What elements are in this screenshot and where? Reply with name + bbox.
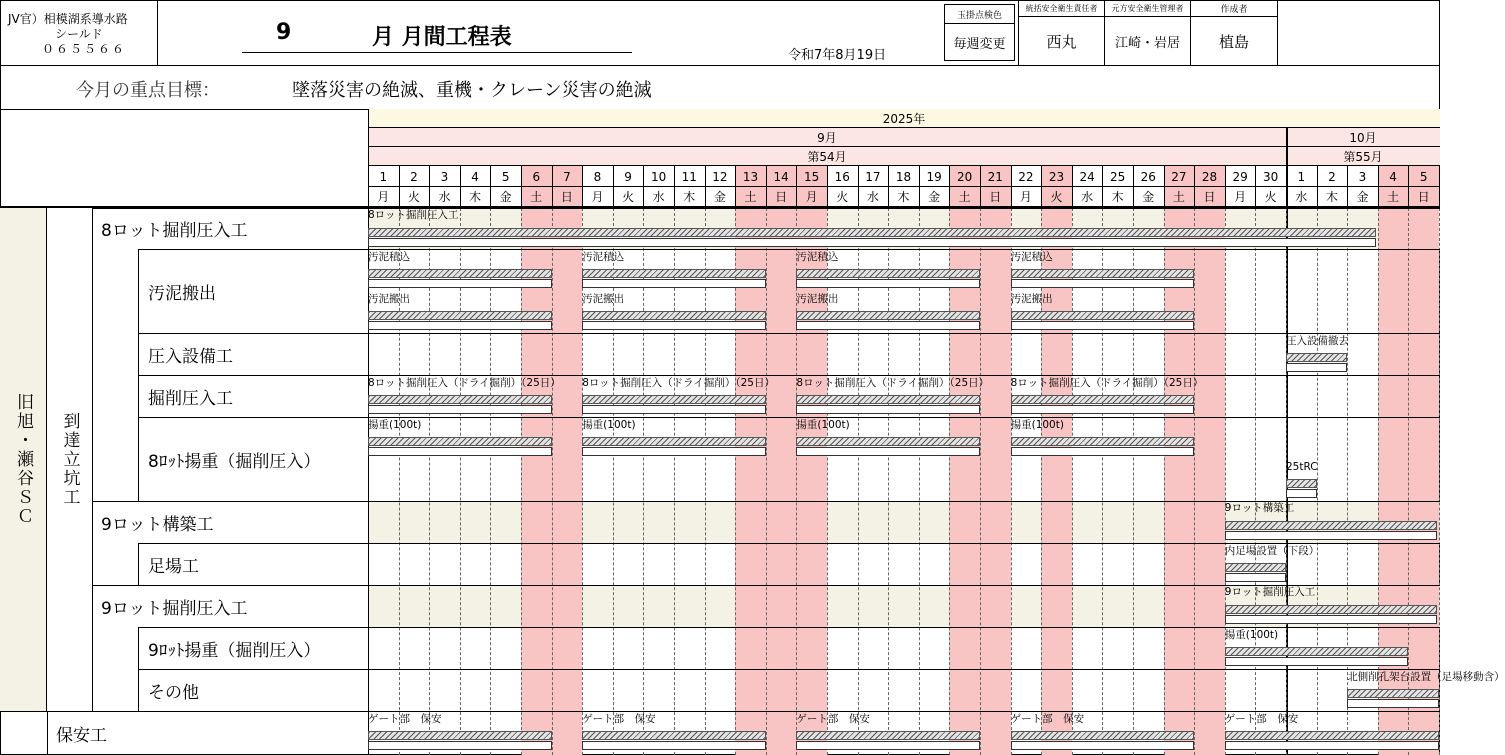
task-bar-hatched [796, 731, 980, 740]
day-weekday: 木 [1325, 189, 1338, 204]
row-label: 8ﾛｯﾄ揚重（掘削圧入） [148, 451, 321, 472]
day-line-head [1133, 166, 1134, 206]
manager-label: 元方安全衛生管理者 [1104, 1, 1191, 17]
day-weekday: 火 [1264, 189, 1277, 204]
day-number: 7 [563, 169, 571, 184]
day-line-body [552, 208, 553, 755]
day-line-head [949, 166, 950, 206]
day-line-head [1164, 166, 1165, 206]
day-number: 13 [742, 169, 759, 184]
day-line-head [735, 166, 736, 206]
task-bar-hatched [796, 437, 980, 446]
task-label: 8ロット掘削圧入（ドライ掘削）（25日） [1010, 377, 1204, 389]
day-number: 16 [834, 169, 850, 184]
day-line-body [827, 208, 828, 755]
author-value: 植島 [1218, 32, 1249, 51]
day-weekday: 土 [530, 189, 543, 204]
task-bar-plain [1011, 321, 1195, 330]
task-label: 北側削孔架台設置（足場移動含） [1347, 671, 1505, 683]
day-weekday: 月 [591, 189, 604, 204]
day-line-head [705, 166, 706, 206]
day-number: 21 [987, 169, 1003, 184]
task-label: 汚泥積込 [368, 251, 410, 263]
day-number: 4 [471, 169, 479, 184]
task-label: 汚泥搬出 [582, 293, 625, 305]
row-line [138, 249, 1440, 250]
day-number: 17 [865, 169, 881, 184]
holiday-column [949, 166, 980, 755]
week-label-55: 第55月 [1343, 150, 1383, 164]
task-label: 8ロット掘削圧入（ドライ掘削）（25日） [582, 377, 775, 389]
row-line [138, 375, 1440, 376]
day-number: 15 [804, 169, 820, 184]
manager-value: 江崎・岩居 [1114, 35, 1180, 51]
day-weekday: 金 [1142, 189, 1155, 204]
task-bar-plain [1286, 489, 1317, 498]
day-weekday: 日 [1203, 189, 1216, 204]
task-label: 汚泥積込 [1010, 251, 1053, 263]
task-bar-plain [582, 279, 766, 288]
day-line-head [1011, 166, 1012, 206]
task-label: 汚泥積込 [582, 251, 625, 263]
task-bar-plain [796, 405, 980, 414]
day-weekday: 木 [469, 189, 482, 204]
row-label: 圧入設備工 [148, 346, 233, 367]
day-line-head [1255, 166, 1256, 206]
site-label: 旧旭・瀬谷ＳＣ [13, 393, 33, 526]
task-bar-hatched [1011, 269, 1195, 278]
day-line-head [858, 166, 859, 206]
task-bar-hatched [582, 731, 766, 740]
task-bar-plain [1011, 405, 1195, 414]
day-line-head [1102, 166, 1103, 206]
month-label-sep: 9月 [817, 131, 837, 145]
day-weekday: 火 [1050, 189, 1063, 204]
day-line-body [643, 208, 644, 755]
day-line-body [674, 208, 675, 755]
day-line-head [796, 166, 797, 206]
day-number: 11 [681, 169, 697, 184]
day-line-body [1102, 208, 1103, 755]
day-weekday: 水 [1081, 189, 1094, 204]
day-line-body [1072, 208, 1073, 755]
month-label-oct: 10月 [1349, 131, 1377, 145]
day-number: 3 [1358, 169, 1367, 184]
task-bar-plain [582, 405, 766, 414]
day-line-head [490, 166, 491, 206]
day-number: 9 [624, 169, 632, 184]
task-bar-hatched [368, 731, 552, 740]
task-bar-plain [368, 447, 552, 456]
row-line [138, 417, 1440, 418]
document-date: 令和7年8月19日 [788, 48, 887, 63]
task-bar-hatched [1347, 689, 1439, 698]
day-line-head [552, 166, 553, 206]
day-line-body [613, 208, 614, 755]
day-line-head [766, 166, 767, 206]
task-bar-hatched [796, 269, 980, 278]
site-left-strip [47, 711, 48, 755]
task-bar-plain [1286, 363, 1347, 372]
task-bar-hatched [582, 437, 766, 446]
day-line-body [582, 208, 583, 755]
task-bar-plain [1011, 447, 1195, 456]
day-weekday: 木 [1111, 189, 1124, 204]
task-label: 汚泥搬出 [1010, 293, 1053, 305]
day-line-body [1164, 208, 1165, 755]
row-label: 掘削圧入工 [148, 388, 233, 409]
task-bar-hatched [582, 269, 766, 278]
task-bar-hatched [1011, 731, 1195, 740]
task-bar-plain [1225, 531, 1437, 540]
task-bar-plain [582, 741, 766, 750]
day-line-head [1041, 166, 1042, 206]
day-weekday: 水 [652, 189, 665, 204]
task-bar-hatched [1225, 563, 1286, 572]
day-number: 18 [895, 169, 912, 184]
day-number: 19 [926, 169, 942, 184]
day-weekday: 金 [928, 189, 941, 204]
day-line-head [613, 166, 614, 206]
day-number: 14 [773, 169, 789, 184]
day-line-body [1011, 208, 1012, 755]
task-bar-plain [368, 405, 552, 414]
holiday-column [980, 166, 1011, 755]
holiday-column [1194, 166, 1225, 755]
task-label: 8ロット掘削圧入（ドライ掘削）（25日） [796, 377, 990, 389]
day-line-body [1133, 208, 1134, 755]
day-line-body [1225, 208, 1226, 755]
row-line [138, 333, 1440, 334]
day-line-body [796, 208, 797, 755]
task-label: 揚重(100t) [1010, 419, 1064, 431]
month-number: 9 [276, 20, 292, 45]
day-line-head [1072, 166, 1073, 206]
task-bar-hatched [368, 228, 1376, 237]
day-line-body [888, 208, 889, 755]
task-bar-hatched [1011, 395, 1195, 404]
org-line1: JV官）相模湖系導水路 [8, 12, 128, 26]
day-line-body [735, 208, 736, 755]
org-line3: ０６５５６６ [42, 42, 127, 56]
row-label: 9ロット構築工 [101, 514, 214, 535]
holiday-column [735, 166, 766, 755]
goal-text: 墜落災害の絶滅、重機・クレーン災害の絶滅 [292, 80, 652, 101]
day-line-body [949, 208, 950, 755]
task-label: 圧入設備撤去 [1286, 335, 1349, 347]
task-bar-plain [368, 321, 552, 330]
day-line-head [460, 166, 461, 206]
task-bar-plain [796, 741, 980, 750]
holiday-column [1378, 166, 1409, 755]
day-number: 5 [1419, 169, 1428, 184]
color-value: 毎週変更 [953, 36, 1006, 52]
day-number: 28 [1201, 169, 1218, 184]
row-line [93, 208, 1440, 209]
row-line [0, 711, 1440, 712]
task-label: 汚泥搬出 [796, 293, 839, 305]
task-bar-hatched [368, 395, 552, 404]
day-number: 24 [1079, 169, 1095, 184]
day-line-body [1255, 208, 1256, 755]
row-label: 保安工 [56, 725, 107, 746]
org-line2: シールド [55, 27, 103, 41]
task-label: 8ロット掘削圧入工 [368, 209, 459, 221]
day-number: 2 [1328, 169, 1336, 184]
day-line-head [1317, 166, 1318, 206]
task-label: ゲート部 保安 [582, 713, 656, 725]
day-weekday: 日 [989, 189, 1002, 204]
task-label: 汚泥搬出 [368, 293, 410, 305]
day-number: 27 [1171, 169, 1187, 184]
row-label: 汚泥搬出 [148, 283, 216, 304]
task-label: 揚重(100t) [368, 419, 422, 431]
holiday-column [1408, 166, 1439, 755]
task-bar-hatched [1011, 437, 1195, 446]
day-line-head [1408, 166, 1409, 206]
day-line-body [460, 208, 461, 755]
task-label: ゲート部 保安 [1224, 713, 1299, 725]
day-line-head [1225, 166, 1226, 206]
day-weekday: 土 [744, 189, 757, 204]
task-bar-hatched [796, 395, 980, 404]
task-bar-plain [796, 447, 980, 456]
day-line-head [827, 166, 828, 206]
day-line-head [521, 166, 522, 206]
col-sub-divider-3 [138, 627, 139, 711]
task-label: 9ロット掘削圧入工 [1224, 586, 1316, 598]
day-line-body [980, 208, 981, 755]
task-label: 揚重(100t) [796, 419, 850, 431]
day-weekday: 木 [897, 189, 910, 204]
day-number: 23 [1048, 169, 1065, 184]
task-label: 内足場設置（下段） [1224, 545, 1320, 557]
day-weekday: 月 [1234, 189, 1247, 204]
task-label: 9ロット構築工 [1224, 502, 1295, 514]
day-weekday: 日 [775, 189, 788, 204]
responsible-value: 西丸 [1046, 32, 1077, 51]
task-label: 揚重(100t) [1224, 629, 1279, 641]
row-label: 9ロット掘削圧入工 [101, 598, 248, 619]
day-weekday: 水 [866, 189, 879, 204]
row-label: その他 [148, 682, 199, 703]
day-line-body [521, 208, 522, 755]
day-line-head [674, 166, 675, 206]
task-bar-hatched [1011, 311, 1195, 320]
task-label: ゲート部 保安 [368, 713, 442, 725]
task-bar-hatched [1225, 731, 1439, 740]
day-line-head [399, 166, 400, 206]
day-line-head [429, 166, 430, 206]
day-weekday: 水 [438, 189, 451, 204]
holiday-column [552, 166, 583, 755]
week-label-54: 第54月 [807, 150, 847, 164]
day-number: 25 [1110, 169, 1126, 184]
task-bar-hatched [1286, 479, 1317, 488]
day-line-head [1347, 166, 1348, 206]
day-weekday: 火 [622, 189, 635, 204]
row-label: 8ロット掘削圧入工 [101, 221, 248, 241]
day-line-body [1194, 208, 1195, 755]
task-bar-plain [1347, 699, 1439, 708]
task-bar-hatched [582, 311, 766, 320]
task-bar-plain [368, 741, 552, 750]
task-bar-hatched [1225, 521, 1437, 530]
shaft-label: 到達立坑工 [59, 412, 80, 507]
day-number: 1 [1297, 169, 1306, 184]
holiday-column [1164, 166, 1195, 755]
day-weekday: 月 [1019, 189, 1032, 204]
responsible-label: 統括安全衛生責任者 [1018, 1, 1105, 17]
day-weekday: 火 [407, 189, 420, 204]
day-number: 4 [1389, 169, 1397, 184]
task-bar-plain [796, 279, 980, 288]
day-line-body [1317, 208, 1318, 755]
task-bar-hatched [1225, 647, 1409, 656]
task-bar-plain [368, 238, 1376, 247]
author-label: 作成者 [1190, 1, 1278, 17]
task-label: ゲート部 保安 [1010, 713, 1085, 725]
day-line-body [858, 208, 859, 755]
task-bar-hatched [368, 311, 552, 320]
day-line-head [980, 166, 981, 206]
calendar-left-edge [368, 109, 369, 755]
col-sub-divider-2 [138, 543, 139, 585]
task-bar-hatched [796, 311, 980, 320]
day-number: 10 [651, 169, 667, 184]
day-number: 12 [712, 169, 728, 184]
day-number: 2 [410, 169, 418, 184]
task-bar-plain [1011, 279, 1195, 288]
day-weekday: 日 [560, 189, 573, 204]
day-weekday: 木 [683, 189, 696, 204]
year-label: 2025年 [882, 112, 926, 126]
task-bar-hatched [368, 437, 552, 446]
day-line-head [1378, 166, 1379, 206]
day-line-head [1286, 166, 1287, 206]
day-number: 1 [379, 169, 388, 184]
row-label: 足場工 [148, 556, 199, 577]
task-bar-plain [1011, 741, 1195, 750]
task-label: 揚重(100t) [582, 419, 636, 431]
day-row-line [368, 186, 1440, 187]
day-line-head [582, 166, 583, 206]
day-weekday: 金 [1356, 189, 1369, 204]
goal-label: 今月の重点目標： [76, 80, 220, 101]
row-line [138, 669, 1440, 670]
day-number: 22 [1018, 169, 1034, 184]
task-label: 25tRC [1286, 461, 1318, 473]
task-bar-plain [796, 321, 980, 330]
day-number: 30 [1263, 169, 1279, 184]
task-bar-hatched [1225, 605, 1437, 614]
task-label: ゲート部 保安 [796, 713, 870, 725]
task-bar-hatched [1286, 353, 1347, 362]
day-line-body [399, 208, 400, 755]
task-label: 汚泥積込 [796, 251, 839, 263]
task-label: 8ロット掘削圧入（ドライ掘削）（25日） [368, 377, 561, 389]
day-number: 3 [440, 169, 449, 184]
day-weekday: 水 [1295, 189, 1308, 204]
task-bar-hatched [582, 395, 766, 404]
day-line-body [1041, 208, 1042, 755]
task-bar-plain [1225, 573, 1286, 582]
day-line-body [919, 208, 920, 755]
holiday-column [766, 166, 797, 755]
day-number: 29 [1232, 169, 1248, 184]
row-line [138, 627, 1440, 628]
day-line-head [1439, 166, 1440, 206]
day-weekday: 日 [1417, 189, 1430, 204]
day-line-head [919, 166, 920, 206]
col-sub-divider-1 [138, 249, 139, 501]
day-weekday: 火 [836, 189, 849, 204]
day-weekday: 金 [713, 189, 726, 204]
holiday-column [521, 166, 552, 755]
day-weekday: 金 [499, 189, 512, 204]
day-line-body [705, 208, 706, 755]
task-bar-plain [1225, 657, 1409, 666]
row-line [138, 543, 1440, 544]
day-weekday: 土 [958, 189, 971, 204]
day-weekday: 月 [377, 189, 390, 204]
day-number: 26 [1140, 169, 1156, 184]
day-number: 20 [957, 169, 973, 184]
color-label: 玉掛点検色 [956, 10, 1002, 21]
day-line-head [1194, 166, 1195, 206]
day-line-body [766, 208, 767, 755]
row-label: 9ﾛｯﾄ揚重（掘削圧入） [148, 640, 321, 661]
day-line-head [643, 166, 644, 206]
day-line-body [429, 208, 430, 755]
day-number: 5 [501, 169, 510, 184]
day-number: 8 [593, 169, 602, 184]
task-bar-hatched [368, 269, 552, 278]
day-number: 6 [532, 169, 541, 184]
task-bar-plain [1225, 615, 1437, 624]
day-weekday: 月 [805, 189, 818, 204]
page-title: 月 月間工程表 [372, 25, 512, 50]
day-line-body [490, 208, 491, 755]
task-bar-plain [582, 321, 766, 330]
day-line-head [888, 166, 889, 206]
task-bar-plain [582, 447, 766, 456]
task-bar-plain [368, 279, 552, 288]
day-weekday: 土 [1387, 189, 1400, 204]
task-bar-plain [1225, 741, 1439, 750]
day-weekday: 土 [1172, 189, 1185, 204]
